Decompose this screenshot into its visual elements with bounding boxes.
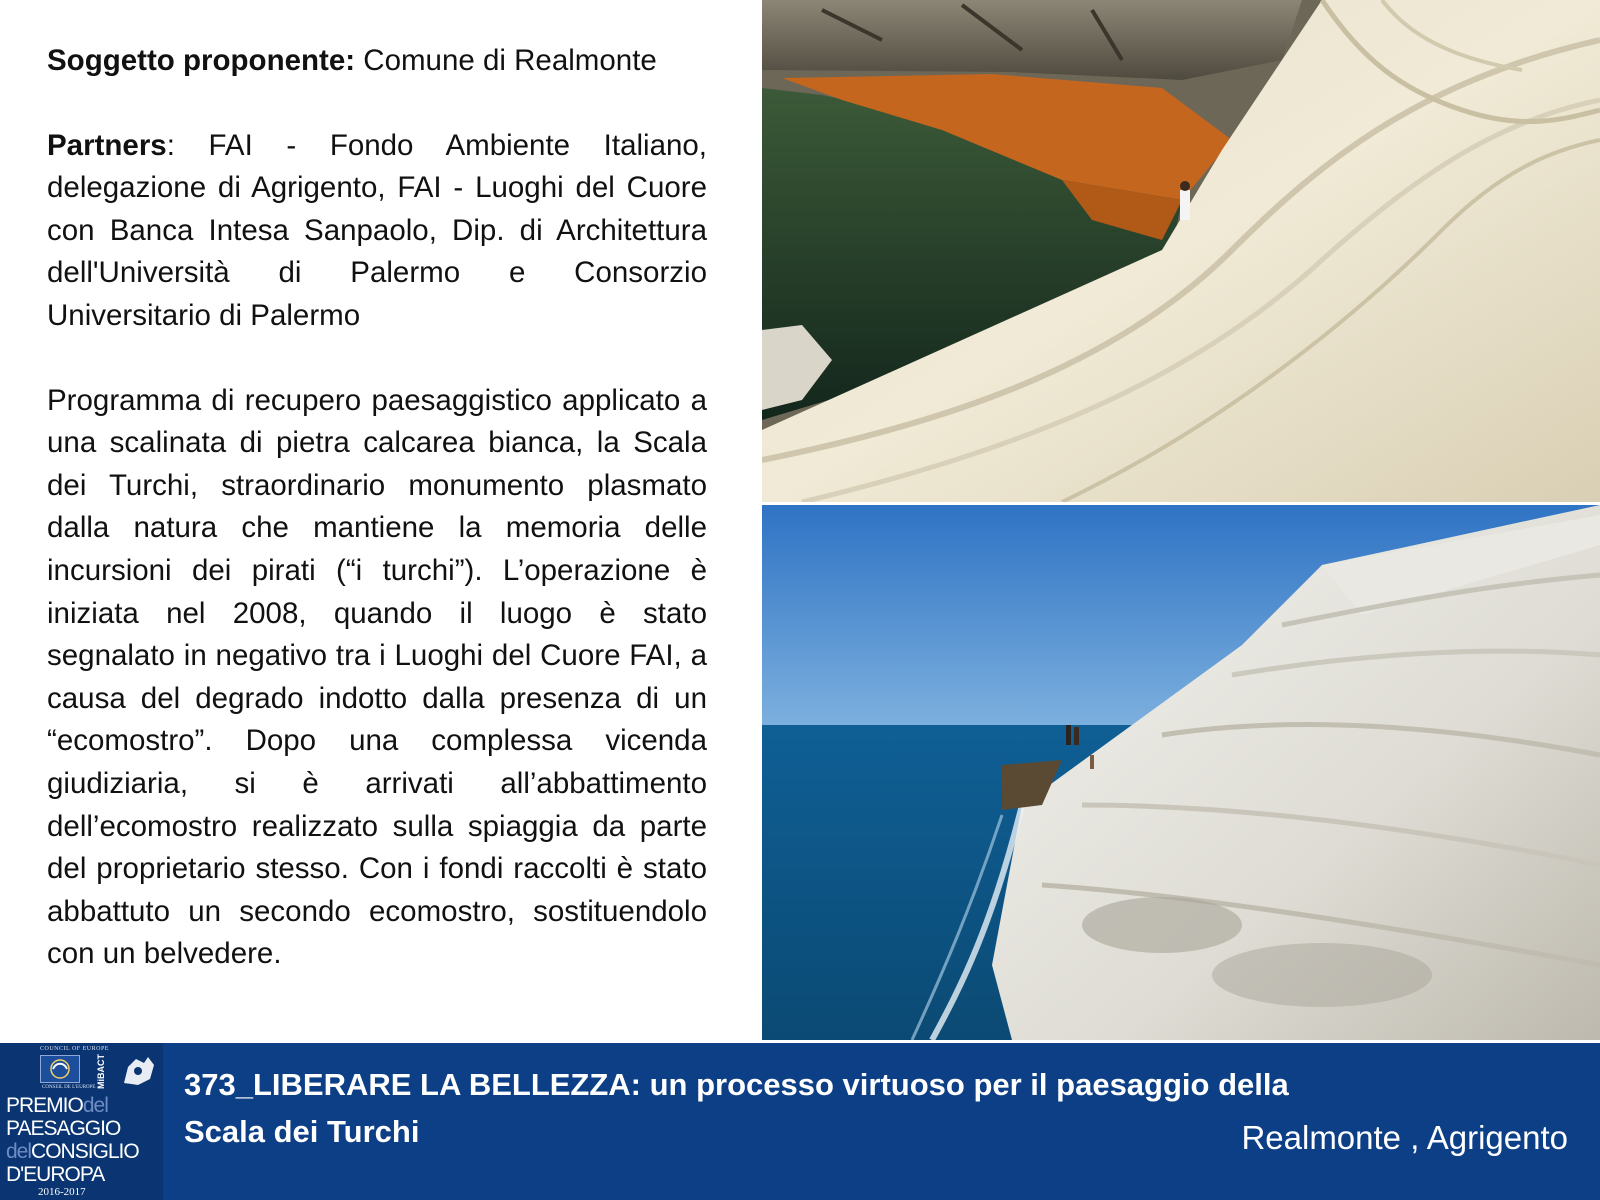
- premio-paesaggio-logo: [0, 1043, 163, 1200]
- text-column: [47, 40, 707, 976]
- project-title: [184, 1061, 1384, 1155]
- proponent-label: Soggetto proponente:: [47, 44, 356, 77]
- council-of-europe-emblem-icon: [40, 1055, 80, 1083]
- logo-line-premio: PREMIOdel: [6, 1094, 108, 1117]
- proponent-paragraph: [47, 40, 707, 83]
- logo-line-paesaggio: PAESAGGIO: [6, 1117, 121, 1140]
- footer-bar: [0, 1043, 1600, 1200]
- photo-scala-dei-turchi-sea: [762, 505, 1600, 1040]
- council-of-europe-label: COUNCIL OF EUROPE: [40, 1046, 109, 1052]
- mibact-emblem-icon: [118, 1049, 158, 1089]
- partners-paragraph: [47, 125, 707, 338]
- partners-value: : FAI - Fondo Ambiente Italiano, delegazione di Agrigento, FAI - Luoghi del Cuore con Banca Intesa Sanpaolo, Dip. di Architettura dell'Università di Palermo e Consorzio Universitario di Palermo: [47, 128, 707, 332]
- partners-label: Partners: [47, 128, 167, 162]
- project-title-line-2: Scala dei Turchi: [184, 1114, 420, 1149]
- project-title-line-1: 373_LIBERARE LA BELLEZZA: un processo virtuoso per il paesaggio della: [184, 1067, 1289, 1102]
- beach-photo-illustration: [762, 0, 1600, 502]
- description-paragraph: Programma di recupero paesaggistico applicato a una scalinata di pietra calcarea bianca, la Scala dei Turchi, straordinario monumento plasmato dalla natura che mantiene la memoria delle incursioni dei pirati (“i turchi”). L’operazione è iniziata nel 2008, quando il luogo è stato segnalato in negativo tra i Luoghi del Cuore FAI, a causa del degrado indotto dalla presenza di un “ecomostro”. Dopo una complessa vicenda giudiziaria, si è arrivati all’abbattimento dell’ecomostro realizzato sulla spiaggia da parte del proprietario stesso. Con i fondi raccolti è stato abbattuto un secondo ecomostro, sostituendolo con un belvedere.: [47, 383, 707, 971]
- logo-years: 2016-2017: [38, 1186, 86, 1198]
- logo-line-europa: D'EUROPA: [6, 1163, 105, 1186]
- project-location: Realmonte , Agrigento: [1241, 1119, 1568, 1156]
- conseil-de-europe-label: CONSEIL DE L'EUROPE: [42, 1085, 96, 1090]
- sea-photo-illustration: [762, 505, 1600, 1040]
- photo-scala-dei-turchi-beach: [762, 0, 1600, 502]
- mibact-label: MiBACT: [96, 1054, 106, 1089]
- proponent-value: Comune di Realmonte: [355, 44, 657, 77]
- logo-line-consiglio: delCONSIGLIO: [6, 1140, 139, 1163]
